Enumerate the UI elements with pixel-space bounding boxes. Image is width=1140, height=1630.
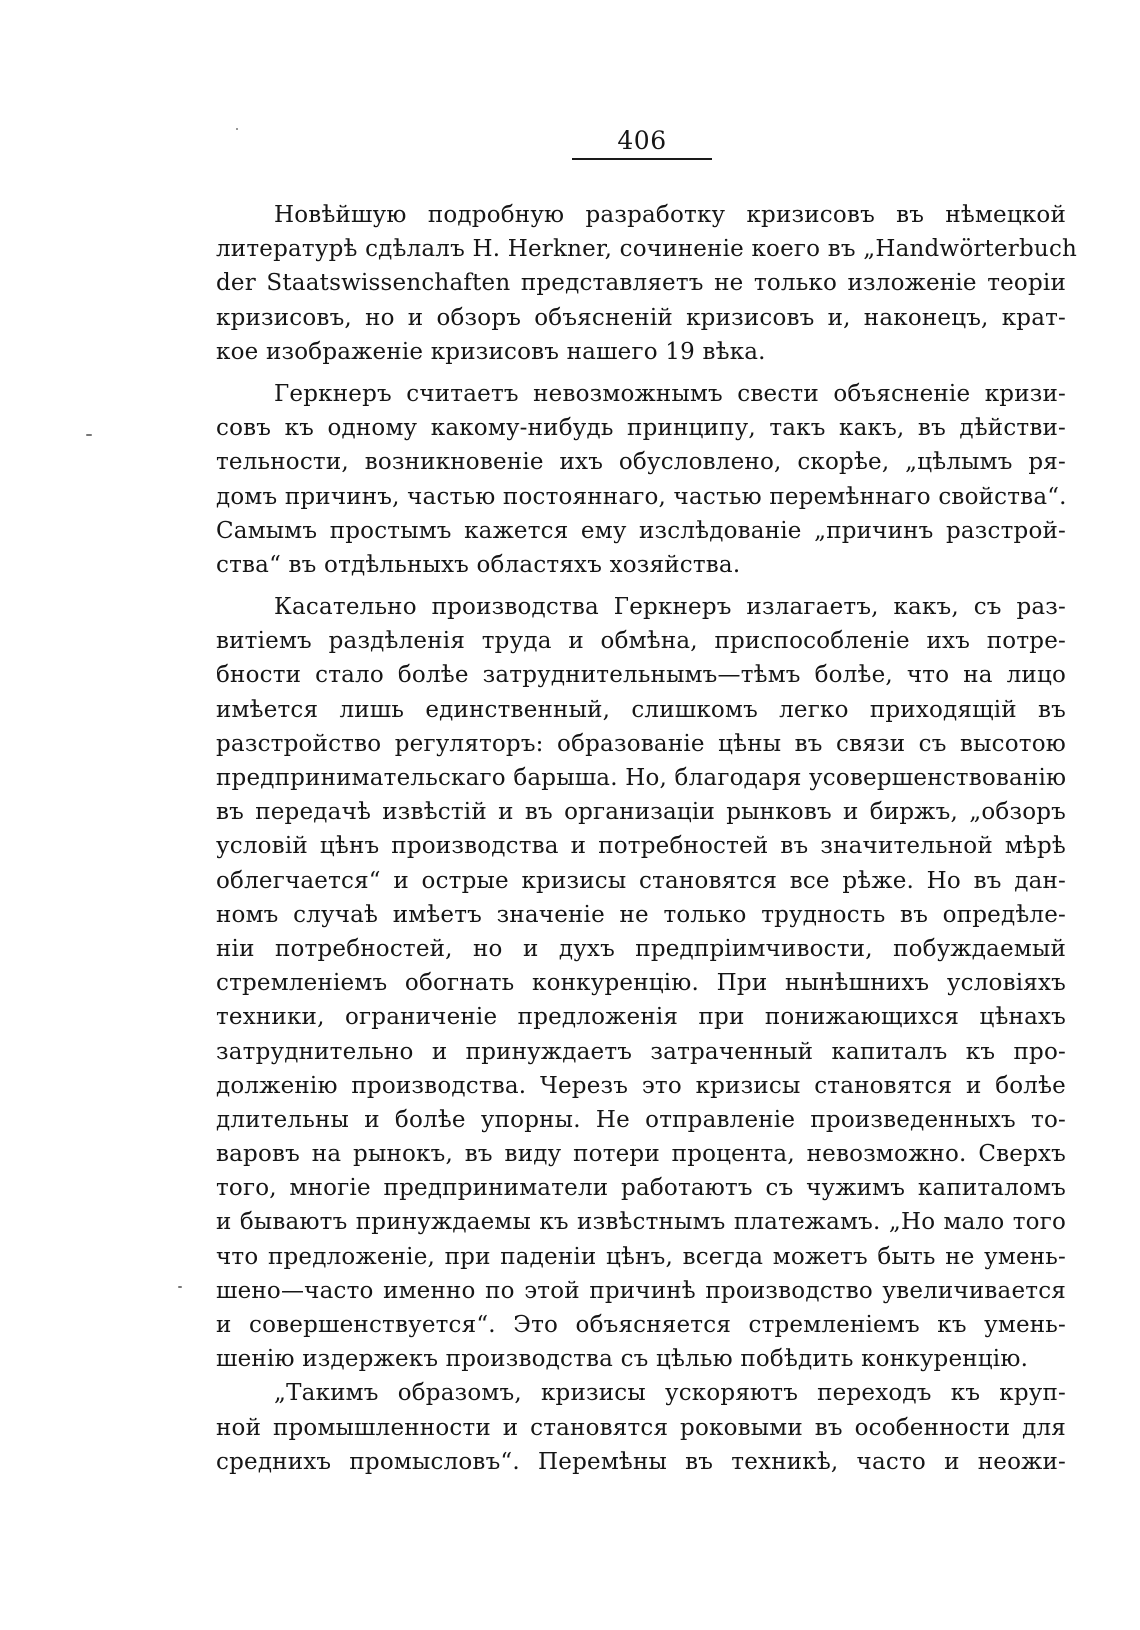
text-line: варовъ на рынокъ, въ виду потери процента, невозможно. Сверхъ (216, 1141, 1066, 1168)
text-line: витіемъ раздѣленія труда и обмѣна, приспособленіе ихъ потре- (216, 628, 1066, 655)
text-line: домъ причинъ, частью постояннаго, частью перемѣннаго свойства“. (216, 483, 1067, 510)
text-line: среднихъ промысловъ“. Перемѣны въ техникѣ, часто и неожи- (216, 1448, 1066, 1475)
scan-speck (86, 434, 92, 436)
text-line: Самымъ простымъ кажется ему изслѣдованіе „причинъ разстрой- (216, 517, 1066, 544)
text-line: Касательно производства Геркнеръ излагаетъ, какъ, съ раз- (274, 594, 1066, 621)
text-line: предпринимательскаго барыша. Но, благодаря усовершенствованію (216, 765, 1067, 791)
text-line: кризисовъ, но и обзоръ объясненій кризисовъ и, наконецъ, крат- (216, 304, 1066, 331)
text-line: совъ къ одному какому-нибудь принципу, такъ какъ, въ дѣйстви- (216, 415, 1066, 442)
page-number-underline (572, 158, 712, 160)
text-line: шенію издержекъ производства съ цѣлью побѣдить конкуренцію. (216, 1346, 1029, 1373)
text-line: кое изображеніе кризисовъ нашего 19 вѣка. (216, 338, 766, 365)
text-line: въ передачѣ извѣстій и въ организаціи рынковъ и биржъ, „обзоръ (216, 799, 1066, 826)
text-line: затруднительно и принуждаетъ затраченный капиталъ къ про- (216, 1038, 1066, 1065)
text-line: техники, ограниченіе предложенія при понижающихся цѣнахъ (216, 1004, 1066, 1031)
text-line: долженію производства. Черезъ это кризисы становятся и болѣе (216, 1072, 1066, 1099)
text-line: Новѣйшую подробную разработку кризисовъ въ нѣмецкой (274, 202, 1066, 228)
text-line: „Такимъ образомъ, кризисы ускоряютъ переходъ къ круп- (274, 1380, 1066, 1407)
scan-speck (236, 128, 238, 130)
text-line: имѣется лишь единственный, слишкомъ легко приходящій въ (216, 696, 1066, 723)
paragraph (216, 1376, 1066, 1479)
page-number: 406 (617, 126, 667, 155)
text-line: стремленіемъ обогнать конкуренцію. При нынѣшнихъ условіяхъ (216, 970, 1066, 997)
paragraph (216, 198, 1078, 369)
text-line: длительны и болѣе упорны. Не отправленіе произведенныхъ то- (216, 1106, 1066, 1133)
text-line: der Staatswissenchaften представляетъ не только изложеніе теоріи (216, 270, 1066, 297)
text-line: условій цѣнъ производства и потребностей въ значительной мѣрѣ (216, 833, 1066, 860)
text-line: шено—часто именно по этой причинѣ производство увеличивается (216, 1277, 1066, 1304)
text-line: тельности, возникновеніе ихъ обусловлено, скорѣе, „цѣлымъ ря- (216, 449, 1066, 476)
scan-speck (178, 1286, 182, 1288)
text-line: бности стало болѣе затруднительнымъ—тѣмъ болѣе, что на лицо (216, 662, 1066, 689)
text-line: литературѣ сдѣлалъ H. Herkner, сочиненіе коего въ „Handwörterbuch (216, 236, 1078, 263)
text-line: разстройство регуляторъ: образованіе цѣны въ связи съ высотою (216, 730, 1066, 757)
body-text (216, 198, 1078, 1479)
text-line: ства“ въ отдѣльныхъ областяхъ хозяйства. (216, 551, 741, 578)
text-line: что предложеніе, при паденіи цѣнъ, всегда можетъ быть не умень- (216, 1243, 1066, 1270)
text-line: Геркнеръ считаетъ невозможнымъ свести объясненіе кризи- (274, 380, 1066, 407)
paragraph (216, 377, 1066, 582)
text-line: и совершенствуется“. Это объясняется стремленіемъ къ умень- (216, 1312, 1066, 1338)
text-line: облегчается“ и острые кризисы становятся все рѣже. Но въ дан- (216, 867, 1066, 894)
text-line: номъ случаѣ имѣетъ значеніе не только трудность въ опредѣле- (216, 901, 1066, 928)
text-line: ніи потребностей, но и духъ предпріимчивости, побуждаемый (216, 935, 1066, 962)
text-line: ной промышленности и становятся роковыми въ особенности для (216, 1414, 1066, 1441)
text-line: того, многіе предприниматели работаютъ съ чужимъ капиталомъ (216, 1175, 1066, 1202)
paragraph (216, 590, 1066, 1376)
text-line: и бываютъ принуждаемы къ извѣстнымъ платежамъ. „Но мало того (216, 1209, 1066, 1236)
